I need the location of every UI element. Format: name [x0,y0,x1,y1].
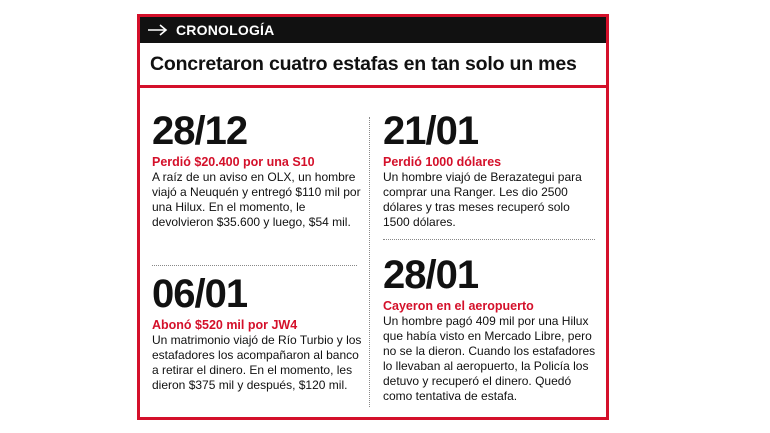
timeline-entry [152,274,367,393]
section-label: CRONOLOGÍA [176,22,275,38]
entry-divider [152,265,357,266]
entry-subtitle: Perdió 1000 dólares [383,155,502,169]
entry-body: Un hombre viajó de Berazategui para comprar una Ranger. Les dio 2500 dólares y tras meses recuperó solo 1500 dólares. [383,170,582,229]
chronology-card [137,14,609,420]
entry-subtitle: Abonó $520 mil por JW4 [152,318,298,332]
column-divider [369,117,370,407]
red-divider [140,85,606,88]
entry-date: 06/01 [152,272,248,316]
entry-subtitle: Perdió $20.400 por una S10 [152,155,315,169]
timeline-entry [383,255,598,404]
timeline-entry [383,111,598,230]
entry-body: Un hombre pagó 409 mil por una Hilux que había visto en Mercado Libre, pero no se la dieron. Cuando los estafadores lo llevaban al aeropuerto, la Policía los detuvo y recuperó el dinero. Quedó como tentativa de estafa. [383,314,596,403]
entry-date: 28/01 [383,253,479,297]
timeline-entry [152,111,362,230]
page-headline: Concretaron cuatro estafas en tan solo un mes [150,53,577,75]
entry-divider [383,239,595,240]
entry-date: 28/12 [152,109,248,153]
entry-body: Un matrimonio viajó de Río Turbio y los estafadores los acompañaron al banco a retirar el dinero. En el momento, les dieron $375 mil y después, $120 mil. [152,333,362,392]
entry-subtitle: Cayeron en el aeropuerto [383,299,534,313]
section-header-bar [140,17,606,43]
entry-body: A raíz de un aviso en OLX, un hombre viajó a Neuquén y entregó $110 mil por una Hilux. En el momento, le devolvieron $35.600 y luego, $54 mil. [152,170,361,229]
entry-date: 21/01 [383,109,479,153]
arrow-right-icon [148,24,168,36]
